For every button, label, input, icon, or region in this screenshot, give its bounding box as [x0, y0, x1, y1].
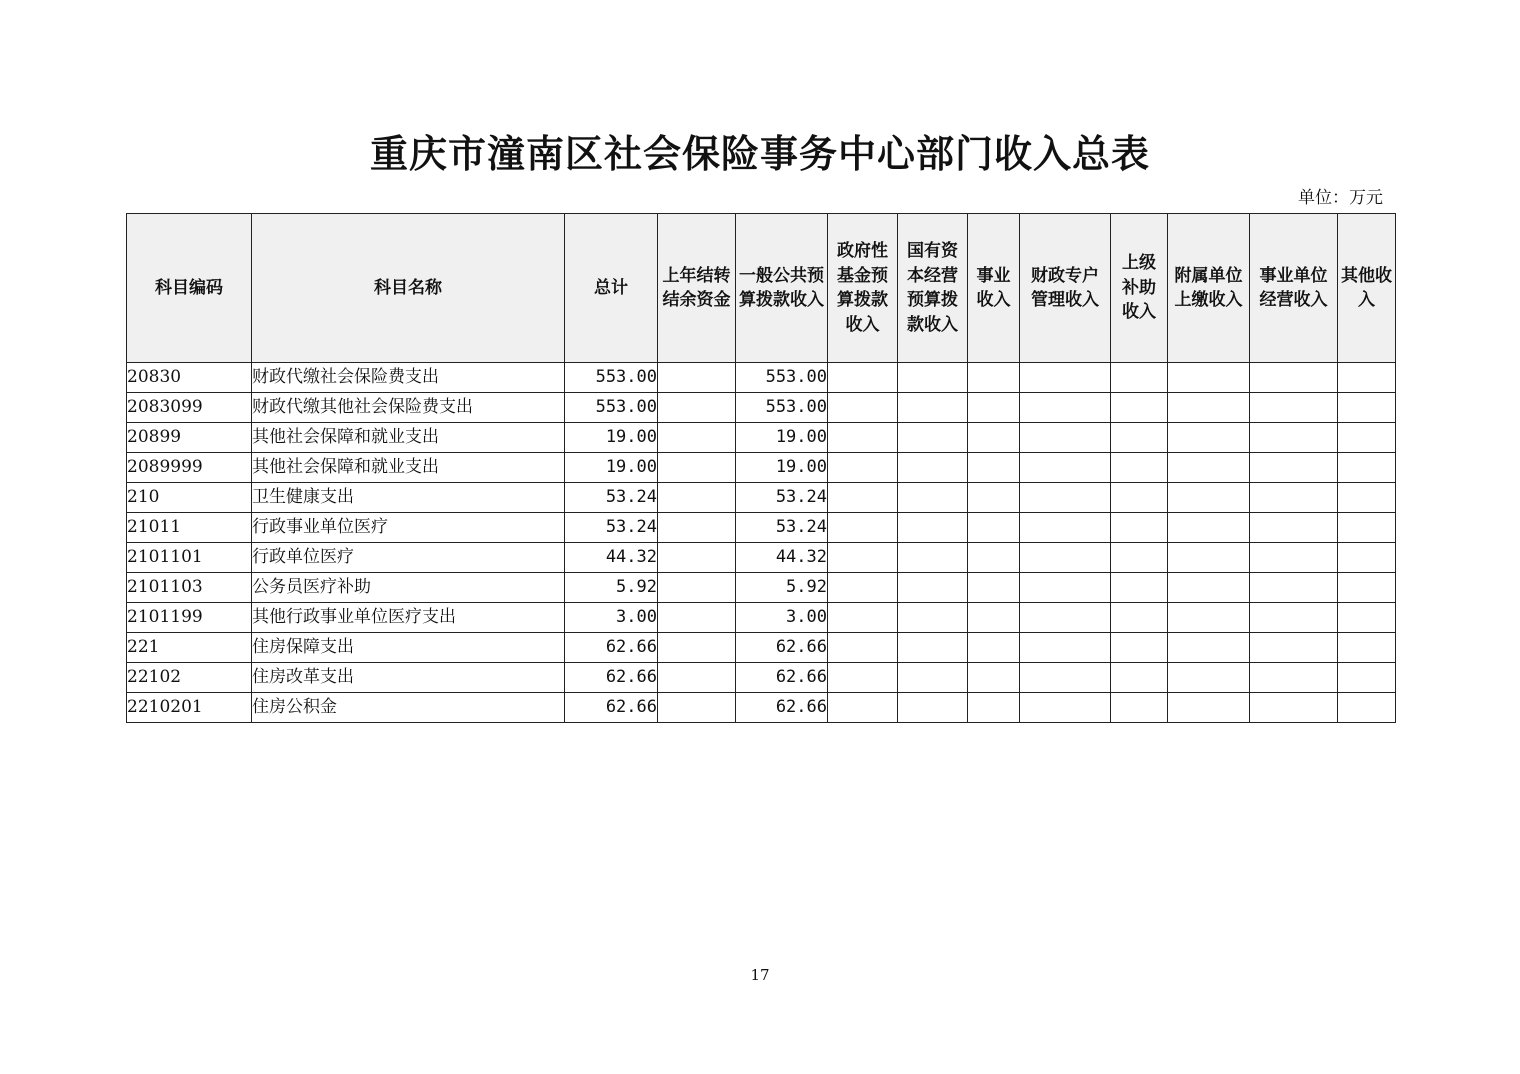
cell-code: 2101103 [127, 573, 252, 603]
header-business-income: 事业收入 [968, 214, 1020, 363]
cell-state-capital [898, 393, 968, 423]
cell-special-account [1020, 423, 1111, 453]
cell-general-budget: 3.00 [736, 603, 828, 633]
cell-other-income [1338, 603, 1396, 633]
cell-total: 553.00 [565, 363, 658, 393]
cell-other-income [1338, 453, 1396, 483]
cell-operating-income [1250, 423, 1338, 453]
cell-prior-year-balance [658, 393, 736, 423]
cell-business-income [968, 633, 1020, 663]
cell-affiliated-units [1168, 363, 1250, 393]
cell-operating-income [1250, 513, 1338, 543]
header-row [127, 214, 1396, 363]
header-other-income: 其他收入 [1338, 214, 1396, 363]
cell-affiliated-units [1168, 573, 1250, 603]
cell-general-budget: 19.00 [736, 453, 828, 483]
cell-affiliated-units [1168, 423, 1250, 453]
cell-name: 公务员医疗补助 [252, 573, 565, 603]
cell-superior-subsidy [1111, 603, 1168, 633]
cell-name: 住房保障支出 [252, 633, 565, 663]
table-row [127, 363, 1396, 393]
cell-special-account [1020, 393, 1111, 423]
cell-other-income [1338, 663, 1396, 693]
table-row [127, 513, 1396, 543]
cell-business-income [968, 663, 1020, 693]
cell-code: 20830 [127, 363, 252, 393]
cell-total: 62.66 [565, 693, 658, 723]
cell-affiliated-units [1168, 393, 1250, 423]
cell-prior-year-balance [658, 633, 736, 663]
cell-gov-fund [828, 543, 898, 573]
cell-superior-subsidy [1111, 693, 1168, 723]
cell-gov-fund [828, 513, 898, 543]
cell-state-capital [898, 693, 968, 723]
cell-gov-fund [828, 573, 898, 603]
table-row [127, 603, 1396, 633]
cell-special-account [1020, 663, 1111, 693]
cell-name: 其他社会保障和就业支出 [252, 453, 565, 483]
cell-total: 19.00 [565, 453, 658, 483]
cell-affiliated-units [1168, 663, 1250, 693]
cell-prior-year-balance [658, 603, 736, 633]
cell-prior-year-balance [658, 573, 736, 603]
table-row [127, 543, 1396, 573]
cell-superior-subsidy [1111, 573, 1168, 603]
cell-gov-fund [828, 453, 898, 483]
cell-code: 221 [127, 633, 252, 663]
cell-general-budget: 53.24 [736, 513, 828, 543]
cell-special-account [1020, 483, 1111, 513]
cell-gov-fund [828, 663, 898, 693]
cell-state-capital [898, 663, 968, 693]
cell-total: 62.66 [565, 663, 658, 693]
header-prior-year-balance: 上年结转结余资金 [658, 214, 736, 363]
cell-gov-fund [828, 363, 898, 393]
header-gov-fund: 政府性基金预算拨款收入 [828, 214, 898, 363]
cell-prior-year-balance [658, 513, 736, 543]
cell-gov-fund [828, 423, 898, 453]
cell-general-budget: 62.66 [736, 693, 828, 723]
cell-superior-subsidy [1111, 483, 1168, 513]
cell-code: 20899 [127, 423, 252, 453]
cell-name: 其他社会保障和就业支出 [252, 423, 565, 453]
unit-label: 单位：万元 [1298, 188, 1383, 208]
cell-superior-subsidy [1111, 423, 1168, 453]
cell-superior-subsidy [1111, 663, 1168, 693]
cell-gov-fund [828, 693, 898, 723]
cell-gov-fund [828, 393, 898, 423]
cell-other-income [1338, 423, 1396, 453]
cell-general-budget: 5.92 [736, 573, 828, 603]
cell-total: 553.00 [565, 393, 658, 423]
cell-other-income [1338, 363, 1396, 393]
cell-code: 210 [127, 483, 252, 513]
cell-code: 2101101 [127, 543, 252, 573]
cell-business-income [968, 423, 1020, 453]
cell-superior-subsidy [1111, 393, 1168, 423]
cell-name: 财政代缴社会保险费支出 [252, 363, 565, 393]
cell-name: 住房公积金 [252, 693, 565, 723]
header-name: 科目名称 [252, 214, 565, 363]
cell-prior-year-balance [658, 363, 736, 393]
cell-general-budget: 19.00 [736, 423, 828, 453]
cell-operating-income [1250, 363, 1338, 393]
cell-operating-income [1250, 483, 1338, 513]
cell-prior-year-balance [658, 453, 736, 483]
cell-business-income [968, 513, 1020, 543]
table-row [127, 453, 1396, 483]
cell-prior-year-balance [658, 543, 736, 573]
cell-state-capital [898, 633, 968, 663]
cell-affiliated-units [1168, 483, 1250, 513]
cell-other-income [1338, 483, 1396, 513]
cell-other-income [1338, 513, 1396, 543]
cell-name: 住房改革支出 [252, 663, 565, 693]
cell-total: 53.24 [565, 483, 658, 513]
header-operating-income: 事业单位经营收入 [1250, 214, 1338, 363]
header-special-account: 财政专户管理收入 [1020, 214, 1111, 363]
cell-operating-income [1250, 543, 1338, 573]
cell-operating-income [1250, 393, 1338, 423]
cell-operating-income [1250, 573, 1338, 603]
cell-superior-subsidy [1111, 363, 1168, 393]
cell-superior-subsidy [1111, 513, 1168, 543]
cell-total: 62.66 [565, 633, 658, 663]
cell-state-capital [898, 483, 968, 513]
cell-other-income [1338, 393, 1396, 423]
cell-code: 21011 [127, 513, 252, 543]
cell-special-account [1020, 543, 1111, 573]
cell-business-income [968, 453, 1020, 483]
cell-code: 22102 [127, 663, 252, 693]
cell-general-budget: 553.00 [736, 363, 828, 393]
cell-total: 44.32 [565, 543, 658, 573]
page-title: 重庆市潼南区社会保险事务中心部门收入总表 [369, 131, 1150, 176]
cell-prior-year-balance [658, 423, 736, 453]
cell-gov-fund [828, 603, 898, 633]
table-row [127, 633, 1396, 663]
table-row [127, 483, 1396, 513]
cell-state-capital [898, 603, 968, 633]
income-table [126, 213, 1396, 723]
cell-total: 3.00 [565, 603, 658, 633]
cell-state-capital [898, 543, 968, 573]
cell-operating-income [1250, 603, 1338, 633]
cell-business-income [968, 543, 1020, 573]
cell-superior-subsidy [1111, 633, 1168, 663]
cell-other-income [1338, 693, 1396, 723]
cell-prior-year-balance [658, 663, 736, 693]
cell-total: 53.24 [565, 513, 658, 543]
cell-operating-income [1250, 633, 1338, 663]
cell-superior-subsidy [1111, 543, 1168, 573]
header-affiliated-units: 附属单位上缴收入 [1168, 214, 1250, 363]
cell-special-account [1020, 693, 1111, 723]
header-total: 总计 [565, 214, 658, 363]
cell-name: 行政事业单位医疗 [252, 513, 565, 543]
cell-name: 卫生健康支出 [252, 483, 565, 513]
cell-special-account [1020, 573, 1111, 603]
cell-other-income [1338, 573, 1396, 603]
table-row [127, 423, 1396, 453]
cell-special-account [1020, 633, 1111, 663]
cell-affiliated-units [1168, 693, 1250, 723]
cell-special-account [1020, 603, 1111, 633]
cell-prior-year-balance [658, 693, 736, 723]
cell-business-income [968, 573, 1020, 603]
cell-state-capital [898, 513, 968, 543]
cell-affiliated-units [1168, 543, 1250, 573]
table-body [127, 363, 1396, 723]
cell-general-budget: 53.24 [736, 483, 828, 513]
cell-state-capital [898, 423, 968, 453]
cell-affiliated-units [1168, 633, 1250, 663]
table-row [127, 393, 1396, 423]
cell-name: 行政单位医疗 [252, 543, 565, 573]
header-superior-subsidy: 上级补助收入 [1111, 214, 1168, 363]
cell-superior-subsidy [1111, 453, 1168, 483]
cell-code: 2101199 [127, 603, 252, 633]
cell-business-income [968, 693, 1020, 723]
cell-other-income [1338, 543, 1396, 573]
cell-operating-income [1250, 453, 1338, 483]
header-code: 科目编码 [127, 214, 252, 363]
header-general-budget: 一般公共预算拨款收入 [736, 214, 828, 363]
cell-operating-income [1250, 663, 1338, 693]
cell-business-income [968, 393, 1020, 423]
cell-general-budget: 62.66 [736, 633, 828, 663]
cell-affiliated-units [1168, 513, 1250, 543]
cell-special-account [1020, 453, 1111, 483]
cell-code: 2083099 [127, 393, 252, 423]
cell-general-budget: 44.32 [736, 543, 828, 573]
cell-total: 5.92 [565, 573, 658, 603]
cell-general-budget: 553.00 [736, 393, 828, 423]
cell-business-income [968, 363, 1020, 393]
cell-affiliated-units [1168, 603, 1250, 633]
cell-affiliated-units [1168, 453, 1250, 483]
table-row [127, 663, 1396, 693]
cell-special-account [1020, 363, 1111, 393]
cell-operating-income [1250, 693, 1338, 723]
cell-code: 2089999 [127, 453, 252, 483]
cell-state-capital [898, 453, 968, 483]
cell-code: 2210201 [127, 693, 252, 723]
cell-business-income [968, 603, 1020, 633]
header-state-capital: 国有资本经营预算拨款收入 [898, 214, 968, 363]
cell-name: 财政代缴其他社会保险费支出 [252, 393, 565, 423]
table-row [127, 573, 1396, 603]
page-number: 17 [750, 966, 770, 984]
table-row [127, 693, 1396, 723]
cell-name: 其他行政事业单位医疗支出 [252, 603, 565, 633]
cell-general-budget: 62.66 [736, 663, 828, 693]
cell-total: 19.00 [565, 423, 658, 453]
cell-business-income [968, 483, 1020, 513]
cell-gov-fund [828, 633, 898, 663]
cell-gov-fund [828, 483, 898, 513]
cell-state-capital [898, 363, 968, 393]
cell-special-account [1020, 513, 1111, 543]
cell-state-capital [898, 573, 968, 603]
cell-prior-year-balance [658, 483, 736, 513]
cell-other-income [1338, 633, 1396, 663]
